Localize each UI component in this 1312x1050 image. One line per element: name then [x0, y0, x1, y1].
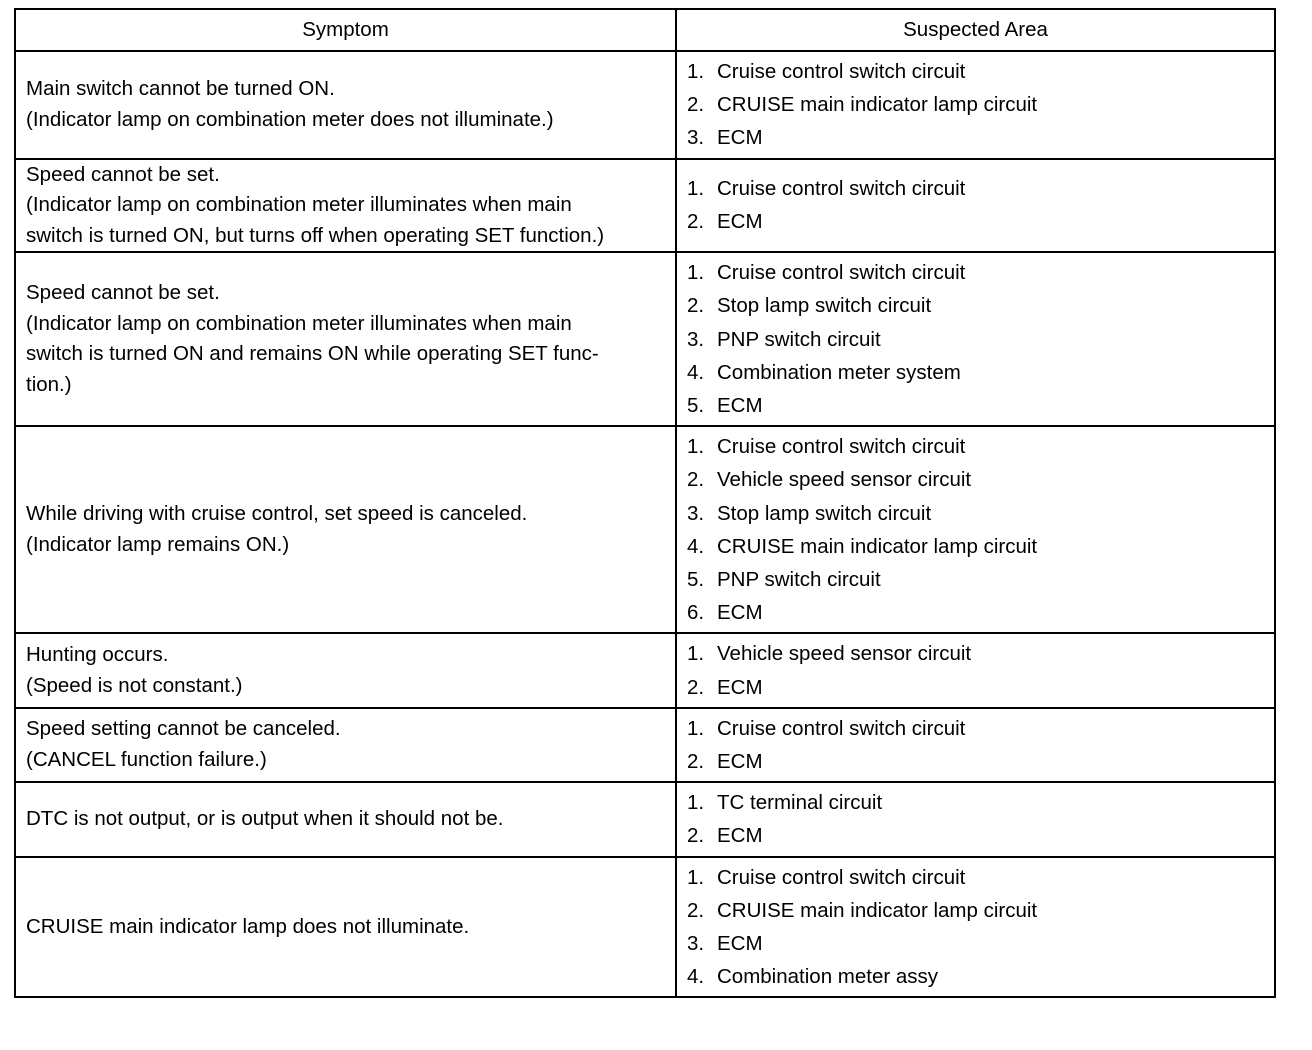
- header-row: [15, 9, 1275, 51]
- list-item: [687, 172, 1264, 205]
- symptom-cell: [15, 51, 676, 159]
- symptom-text: (Indicator lamp remains ON.): [26, 532, 290, 556]
- list-item: [687, 88, 1264, 121]
- table-row: [15, 708, 1275, 782]
- suspected-area-cell: [676, 252, 1275, 426]
- suspected-area-cell: [676, 633, 1275, 707]
- symptom-text: (Indicator lamp on combination meter illuminates when main: [26, 193, 572, 217]
- symptom-cell: [15, 708, 676, 782]
- suspected-area-cell: [676, 857, 1275, 998]
- list-item-number: 1.: [687, 642, 705, 666]
- suspected-area-cell: [676, 426, 1275, 633]
- list-item: [687, 323, 1264, 356]
- symptom-cell: [15, 857, 676, 998]
- table-row: [15, 426, 1275, 633]
- list-item-number: 6.: [687, 601, 705, 625]
- suspected-area-list: [687, 861, 1264, 994]
- list-item: [687, 671, 1264, 704]
- list-item-text: Cruise control switch circuit: [717, 60, 966, 83]
- symptom-text: tion.): [26, 372, 72, 396]
- suspected-area-list: [687, 637, 1264, 703]
- list-item-text: PNP switch circuit: [717, 567, 881, 591]
- list-item: [687, 356, 1264, 389]
- list-item-text: TC terminal circuit: [717, 791, 883, 815]
- symptom-text: switch is turned ON and remains ON while operating SET func-: [26, 342, 599, 366]
- list-item: [687, 819, 1264, 852]
- list-item: [687, 861, 1264, 894]
- symptom-cell: [15, 159, 676, 253]
- list-item-text: ECM: [717, 675, 763, 699]
- list-item-text: ECM: [717, 126, 763, 150]
- suspected-area-cell: [676, 782, 1275, 856]
- list-item-number: 1.: [687, 791, 705, 815]
- list-item: [687, 497, 1264, 530]
- list-item-number: 2.: [687, 749, 705, 773]
- symptom-text: Hunting occurs.: [26, 643, 169, 667]
- list-item: [687, 205, 1264, 238]
- list-item: [687, 121, 1264, 154]
- list-item-text: Cruise control switch circuit: [717, 177, 966, 201]
- list-item: [687, 430, 1264, 463]
- list-item: [687, 894, 1264, 927]
- list-item: [687, 712, 1264, 745]
- suspected-area-list: [687, 172, 1264, 238]
- symptom-text: While driving with cruise control, set speed is canceled.: [26, 502, 528, 526]
- list-item-number: 5.: [687, 393, 705, 417]
- list-item: [687, 55, 1264, 88]
- symptom-text: (Indicator lamp on combination meter does not illuminate.): [26, 107, 554, 131]
- list-item-text: CRUISE main indicator lamp circuit: [717, 93, 1038, 117]
- symptom-text: (CANCEL function failure.): [26, 747, 267, 771]
- list-item-number: 2.: [687, 824, 705, 848]
- suspected-area-cell: [676, 51, 1275, 159]
- list-item-text: CRUISE main indicator lamp circuit: [717, 534, 1038, 558]
- symptom-text: Speed cannot be set.: [26, 162, 220, 186]
- symptom-text: (Indicator lamp on combination meter illuminates when main: [26, 311, 572, 335]
- list-item-text: CRUISE main indicator lamp circuit: [717, 898, 1038, 922]
- list-item-number: 2.: [687, 93, 705, 117]
- list-item-number: 2.: [687, 898, 705, 922]
- list-item-number: 2.: [687, 210, 705, 234]
- symptom-text: switch is turned ON, but turns off when operating SET function.): [26, 223, 605, 247]
- list-item-number: 1.: [687, 60, 705, 83]
- table-row: [15, 633, 1275, 707]
- list-item-text: Vehicle speed sensor circuit: [717, 468, 972, 492]
- symptom-text: Main switch cannot be turned ON.: [26, 77, 335, 101]
- list-item-text: Stop lamp switch circuit: [717, 294, 932, 318]
- list-item-text: ECM: [717, 393, 763, 417]
- table-row: [15, 782, 1275, 856]
- symptom-cell: [15, 252, 676, 426]
- list-item-number: 1.: [687, 435, 705, 459]
- symptom-text: Speed cannot be set.: [26, 281, 220, 305]
- list-item-text: Combination meter system: [717, 360, 961, 384]
- list-item-text: Cruise control switch circuit: [717, 435, 966, 459]
- list-item: [687, 530, 1264, 563]
- list-item-number: 4.: [687, 534, 705, 558]
- list-item-number: 2.: [687, 468, 705, 492]
- symptom-header: Symptom: [15, 9, 676, 51]
- symptom-cell: [15, 426, 676, 633]
- list-item-number: 2.: [687, 294, 705, 318]
- suspected-area-list: [687, 256, 1264, 422]
- list-item-text: Combination meter assy: [717, 965, 939, 989]
- list-item: [687, 637, 1264, 670]
- list-item-number: 4.: [687, 965, 705, 989]
- table-row: [15, 857, 1275, 998]
- list-item: [687, 596, 1264, 629]
- list-item-text: ECM: [717, 824, 763, 848]
- symptom-text: Speed setting cannot be canceled.: [26, 717, 341, 741]
- suspected-area-list: [687, 430, 1264, 629]
- table-row: [15, 51, 1275, 159]
- suspected-area-list: [687, 712, 1264, 778]
- suspected-area-cell: [676, 159, 1275, 253]
- symptom-cell: [15, 782, 676, 856]
- list-item-number: 1.: [687, 716, 705, 740]
- list-item: [687, 786, 1264, 819]
- list-item-number: 4.: [687, 360, 705, 384]
- list-item-text: ECM: [717, 601, 763, 625]
- symptom-text: DTC is not output, or is output when it should not be.: [26, 807, 504, 831]
- list-item-number: 3.: [687, 501, 705, 525]
- list-item: [687, 389, 1264, 422]
- list-item-number: 3.: [687, 327, 705, 351]
- suspected-area-list: [687, 786, 1264, 852]
- list-item-number: 2.: [687, 675, 705, 699]
- table-row: [15, 159, 1275, 253]
- list-item-text: Cruise control switch circuit: [717, 261, 966, 285]
- list-item-number: 5.: [687, 567, 705, 591]
- list-item: [687, 960, 1264, 993]
- list-item-text: ECM: [717, 210, 763, 234]
- list-item-number: 3.: [687, 126, 705, 150]
- list-item-number: 1.: [687, 865, 705, 889]
- symptom-text: (Speed is not constant.): [26, 673, 243, 697]
- list-item-number: 1.: [687, 177, 705, 201]
- table-row: [15, 252, 1275, 426]
- list-item: [687, 289, 1264, 322]
- list-item-number: 1.: [687, 261, 705, 285]
- suspected-area-list: [687, 55, 1264, 155]
- list-item: [687, 563, 1264, 596]
- list-item-text: Cruise control switch circuit: [717, 865, 966, 889]
- list-item-text: Cruise control switch circuit: [717, 716, 966, 740]
- problem-symptoms-table: [14, 8, 1276, 998]
- symptom-text: CRUISE main indicator lamp does not illuminate.: [26, 914, 470, 938]
- list-item-text: ECM: [717, 931, 763, 955]
- list-item: [687, 256, 1264, 289]
- list-item-text: ECM: [717, 749, 763, 773]
- list-item-text: Vehicle speed sensor circuit: [717, 642, 972, 666]
- list-item: [687, 463, 1264, 496]
- list-item: [687, 745, 1264, 778]
- symptom-cell: [15, 633, 676, 707]
- list-item-text: Stop lamp switch circuit: [717, 501, 932, 525]
- list-item-text: PNP switch circuit: [717, 327, 881, 351]
- suspected-area-cell: [676, 708, 1275, 782]
- list-item: [687, 927, 1264, 960]
- suspected-area-header: Suspected Area: [676, 9, 1275, 51]
- list-item-number: 3.: [687, 931, 705, 955]
